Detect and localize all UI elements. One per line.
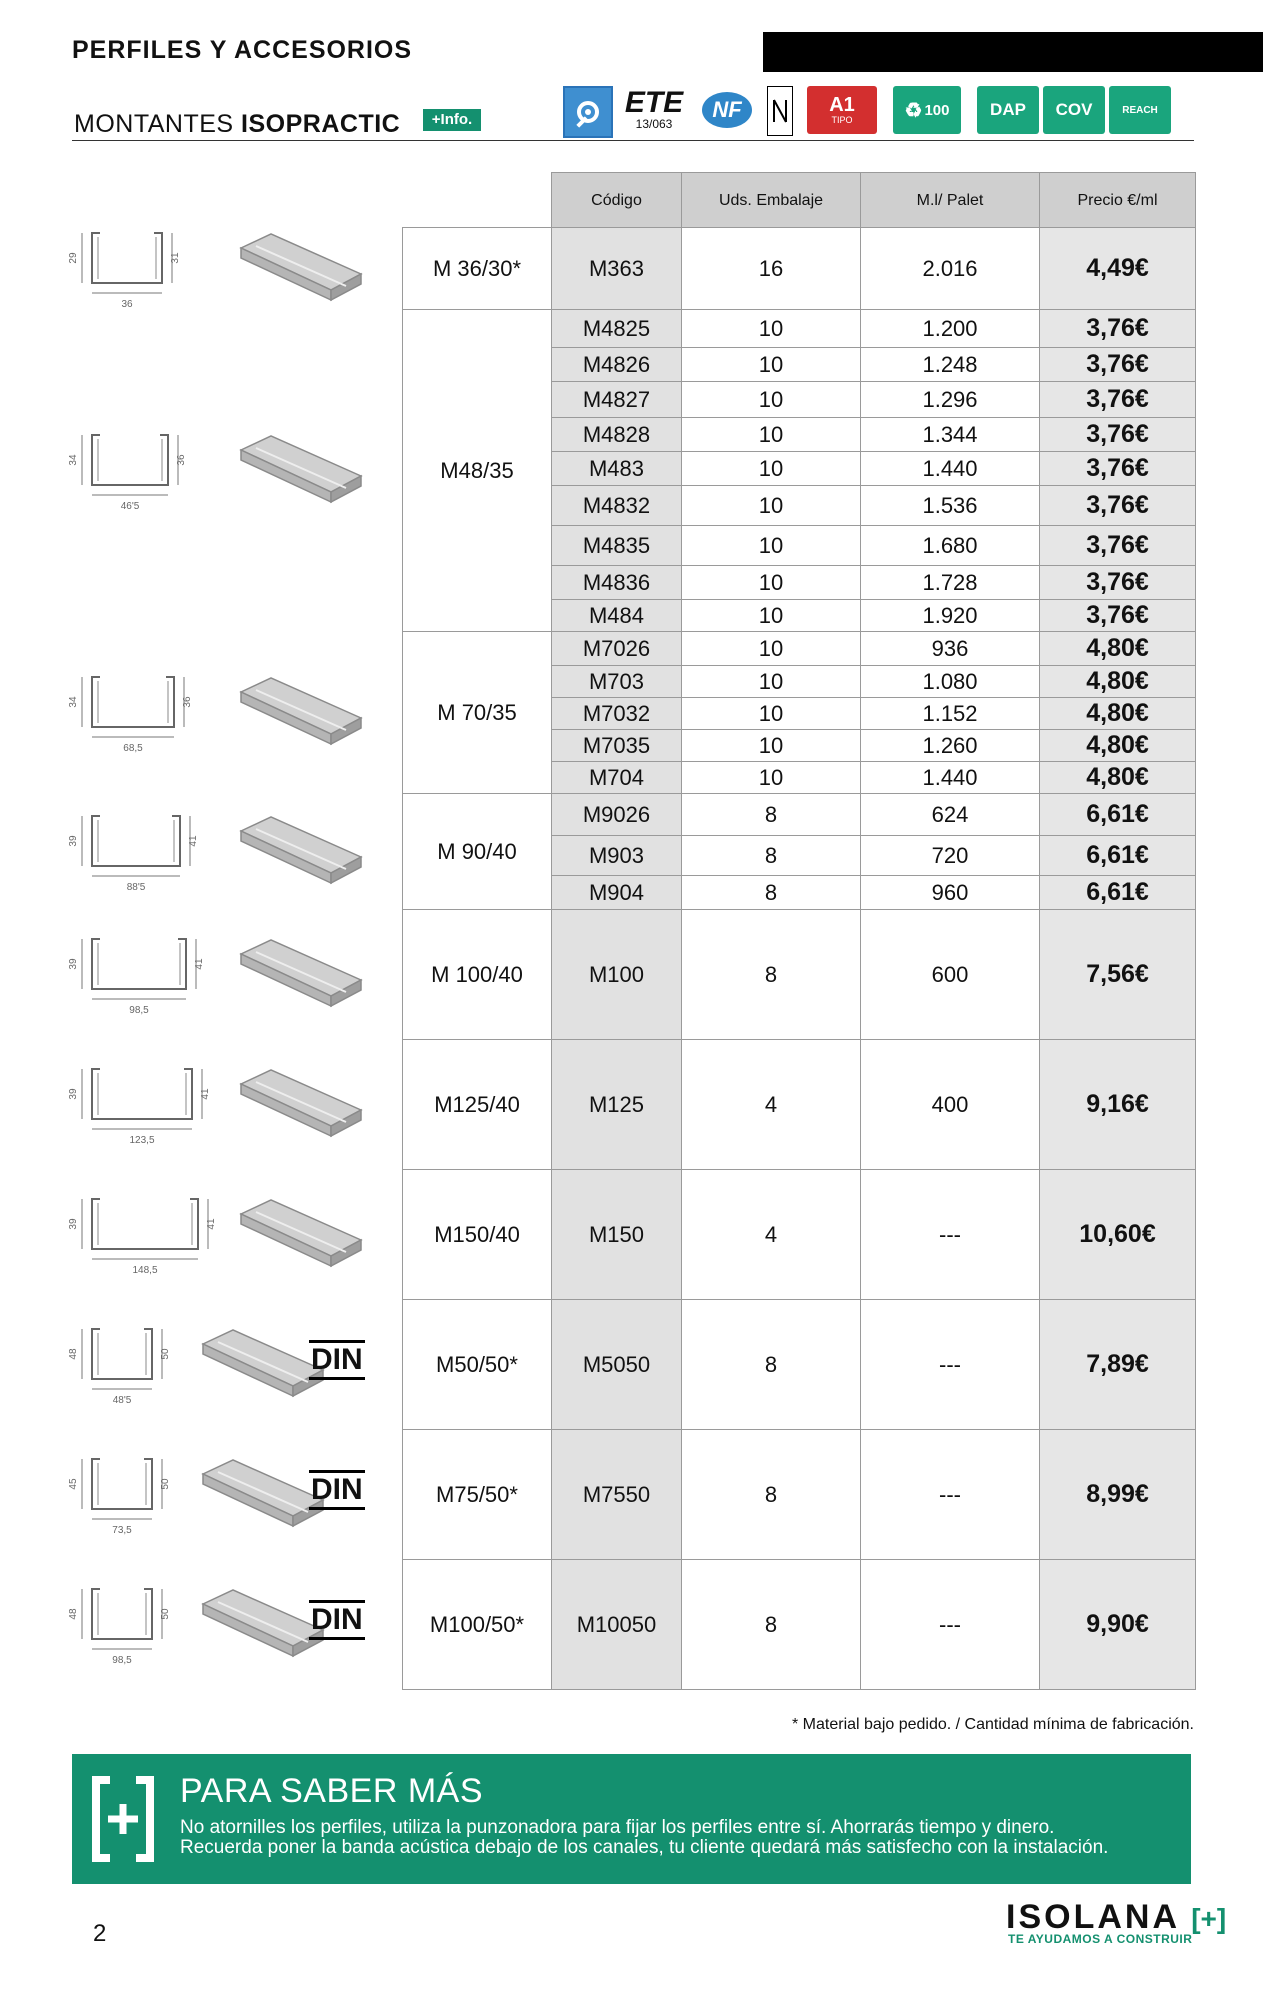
price-cell: 4,80€ [1040,632,1196,666]
table-row [403,1560,1196,1690]
uds-cell: 10 [682,452,861,486]
uds-cell: 10 [682,600,861,632]
profile-3d-drawing [236,670,366,750]
model-cell: M 100/40 [403,910,552,1040]
uds-cell: 8 [682,836,861,876]
dimension-label: 29 [68,252,79,264]
code-cell: M363 [552,228,682,310]
ml-palet-cell: 936 [861,632,1040,666]
nf-cert-logo [700,86,754,134]
price-cell: 7,56€ [1040,910,1196,1040]
dimension-label: 98,5 [112,1655,132,1666]
a1-label: A1 [829,94,855,116]
dimension-label: 39 [68,958,79,970]
profile-section-drawing [70,413,210,523]
price-table [402,172,1196,1690]
info-line-1: No atornilles los perfiles, utiliza la punzonadora para fijar los perfiles entre sí. Ahorrarás tiempo y dinero. [180,1817,1055,1838]
ete-label: ETE [624,86,684,119]
footnote: * Material bajo pedido. / Cantidad mínima de fabricación. [792,1716,1194,1733]
profile-3d-drawing [236,809,366,889]
code-cell: M904 [552,876,682,910]
dimension-label: 46'5 [120,501,140,512]
code-cell: M704 [552,762,682,794]
dimension-label: 98,5 [129,1005,149,1016]
dimension-label: 50 [160,1478,171,1490]
code-cell: M4825 [552,310,682,348]
table-row [403,1170,1196,1300]
ml-palet-cell: 2.016 [861,228,1040,310]
recycle-icon: ♻ [904,99,923,122]
code-cell: M7035 [552,730,682,762]
dimension-label: 45 [68,1478,79,1490]
profile-3d-drawing [236,1192,366,1272]
profile-section-drawing [70,1047,210,1157]
recycle-label: 100 [924,101,950,119]
price-cell: 8,99€ [1040,1430,1196,1560]
code-cell: M4836 [552,566,682,600]
model-cell: M 70/35 [403,632,552,794]
dap-cert-logo: DAP [977,86,1039,134]
ml-palet-cell: 600 [861,910,1040,1040]
model-cell: M125/40 [403,1040,552,1170]
uds-cell: 10 [682,762,861,794]
dimension-label: 48 [68,1608,79,1620]
ml-palet-cell: 1.200 [861,310,1040,348]
table-row [403,228,1196,310]
dimension-label: 48 [68,1348,79,1360]
profile-section-drawing [70,1307,210,1417]
reach-cert-logo: REACH [1109,86,1171,134]
model-cell: M48/35 [403,310,552,632]
code-cell: M4828 [552,418,682,452]
uds-cell: 10 [682,566,861,600]
subtitle-prefix: MONTANTES [74,110,242,138]
ml-palet-cell: 1.260 [861,730,1040,762]
ml-palet-cell: 1.440 [861,452,1040,486]
info-button[interactable]: +Info. [423,109,481,131]
model-cell: M100/50* [403,1560,552,1690]
ml-palet-cell: 1.296 [861,382,1040,418]
uds-cell: 10 [682,382,861,418]
profile-3d-drawing [236,226,366,306]
uds-cell: 4 [682,1040,861,1170]
profile-section-drawing [70,794,210,904]
ml-palet-cell: 1.536 [861,486,1040,526]
price-cell: 3,76€ [1040,348,1196,382]
price-cell: 6,61€ [1040,836,1196,876]
ml-palet-cell: 960 [861,876,1040,910]
uds-cell: 10 [682,632,861,666]
price-cell: 3,76€ [1040,310,1196,348]
code-cell: M903 [552,836,682,876]
profile-3d-drawing [236,1062,366,1142]
uds-cell: 8 [682,910,861,1040]
price-cell: 6,61€ [1040,794,1196,836]
price-cell: 4,49€ [1040,228,1196,310]
header-black-bar [763,32,1263,72]
code-cell: M4827 [552,382,682,418]
header-ml-palet: M.l/ Palet [861,173,1040,228]
price-cell: 10,60€ [1040,1170,1196,1300]
ml-palet-cell: 624 [861,794,1040,836]
din-badge: DIN [309,1340,365,1380]
dimension-label: 148,5 [132,1265,158,1276]
info-box [72,1754,1191,1884]
din-badge: DIN [309,1600,365,1640]
uds-cell: 10 [682,666,861,698]
uds-cell: 10 [682,310,861,348]
dimension-label: 36 [182,696,193,708]
code-cell: M4826 [552,348,682,382]
price-cell: 3,76€ [1040,526,1196,566]
dimension-label: 41 [188,835,199,847]
price-cell: 4,80€ [1040,698,1196,730]
uds-cell: 10 [682,348,861,382]
profile-section-drawing [70,1437,210,1547]
table-row [403,1040,1196,1170]
uds-cell: 8 [682,1560,861,1690]
price-cell: 9,16€ [1040,1040,1196,1170]
dimension-label: 48'5 [112,1395,132,1406]
brand-name: ISOLANA [1006,1898,1179,1936]
ml-palet-cell: 1.080 [861,666,1040,698]
code-cell: M4832 [552,486,682,526]
dimension-label: 41 [206,1218,217,1230]
dimension-label: 34 [68,696,79,708]
profile-3d-drawing [236,932,366,1012]
ete-number: 13/063 [635,117,673,131]
brand-tagline: TE AYUDAMOS A CONSTRUIR [1008,1932,1193,1946]
code-cell: M10050 [552,1560,682,1690]
uds-cell: 10 [682,486,861,526]
header-blank-cell [403,173,552,228]
model-cell: M 36/30* [403,228,552,310]
ml-palet-cell: 1.728 [861,566,1040,600]
code-cell: M483 [552,452,682,486]
ml-palet-cell: 1.152 [861,698,1040,730]
header-uds-embalaje: Uds. Embalaje [682,173,861,228]
page-number: 2 [93,1920,107,1947]
code-cell: M4835 [552,526,682,566]
dimension-label: 88'5 [126,882,146,893]
price-cell: 3,76€ [1040,452,1196,486]
page-subtitle [74,110,400,139]
profile-section-drawing [70,211,210,321]
ete-cert-logo [624,86,684,134]
dimension-label: 39 [68,1088,79,1100]
header-precio: Precio €/ml [1040,173,1196,228]
profile-3d-drawing [236,428,366,508]
aenor-cert-icon [767,86,793,136]
ml-palet-cell: --- [861,1300,1040,1430]
info-heading: PARA SABER MÁS [180,1772,484,1810]
model-cell: M 90/40 [403,794,552,910]
dimension-label: 36 [121,299,133,310]
table-row [403,794,1196,836]
uds-cell: 4 [682,1170,861,1300]
dimension-label: 123,5 [129,1135,155,1146]
ml-palet-cell: 400 [861,1040,1040,1170]
profile-section-drawing [68,1177,217,1287]
ml-palet-cell: --- [861,1560,1040,1690]
price-cell: 9,90€ [1040,1560,1196,1690]
price-cell: 3,76€ [1040,418,1196,452]
ml-palet-cell: 720 [861,836,1040,876]
code-cell: M7550 [552,1430,682,1560]
title-divider [72,140,1194,141]
code-cell: M7026 [552,632,682,666]
price-cell: 4,80€ [1040,730,1196,762]
a1-fire-cert-logo [807,86,877,134]
subtitle-bold: ISOPRACTIC [241,110,401,138]
dimension-label: 73,5 [112,1525,132,1536]
code-cell: M150 [552,1170,682,1300]
cov-cert-logo: COV [1043,86,1105,134]
uds-cell: 10 [682,698,861,730]
brand-mark: [+] [1191,1903,1227,1934]
model-cell: M150/40 [403,1170,552,1300]
price-cell: 7,89€ [1040,1300,1196,1430]
din-badge: DIN [309,1470,365,1510]
price-cell: 3,76€ [1040,600,1196,632]
ml-palet-cell: --- [861,1430,1040,1560]
dimension-label: 41 [194,958,205,970]
ml-palet-cell: 1.344 [861,418,1040,452]
table-row [403,632,1196,666]
code-cell: M9026 [552,794,682,836]
dimension-label: 39 [68,835,79,847]
uds-cell: 10 [682,526,861,566]
uds-cell: 8 [682,1300,861,1430]
uds-cell: 10 [682,730,861,762]
profile-section-drawing [70,655,210,765]
uds-cell: 16 [682,228,861,310]
dimension-label: 31 [170,252,181,264]
ml-palet-cell: 1.920 [861,600,1040,632]
tools-cert-icon [563,86,613,138]
header-codigo: Código [552,173,682,228]
table-row [403,310,1196,348]
uds-cell: 8 [682,794,861,836]
code-cell: M7032 [552,698,682,730]
table-row [403,1300,1196,1430]
price-cell: 4,80€ [1040,762,1196,794]
table-row [403,1430,1196,1560]
recycle-cert-logo [893,86,961,134]
price-cell: 4,80€ [1040,666,1196,698]
profile-section-drawing [70,917,210,1027]
section-title: PERFILES Y ACCESORIOS [72,36,413,64]
uds-cell: 8 [682,876,861,910]
dimension-label: 50 [160,1608,171,1620]
price-cell: 3,76€ [1040,566,1196,600]
profile-section-drawing [70,1567,210,1677]
price-cell: 3,76€ [1040,382,1196,418]
ml-palet-cell: --- [861,1170,1040,1300]
code-cell: M5050 [552,1300,682,1430]
dimension-label: 39 [68,1218,79,1230]
dimension-label: 34 [68,454,79,466]
dimension-label: 36 [176,454,187,466]
a1-sublabel: TIPO [831,115,853,125]
dimension-label: 41 [200,1088,211,1100]
price-cell: 6,61€ [1040,876,1196,910]
dimension-label: 50 [160,1348,171,1360]
dimension-label: 68,5 [123,743,143,754]
uds-cell: 8 [682,1430,861,1560]
ml-palet-cell: 1.440 [861,762,1040,794]
plus-bracket-icon [92,1776,154,1862]
table-row [403,910,1196,1040]
ml-palet-cell: 1.248 [861,348,1040,382]
nf-label: NF [702,92,752,128]
ml-palet-cell: 1.680 [861,526,1040,566]
model-cell: M75/50* [403,1430,552,1560]
info-line-2: Recuerda poner la banda acústica debajo de los canales, tu cliente quedará más satisfecho con la instalación. [180,1837,1109,1858]
price-cell: 3,76€ [1040,486,1196,526]
code-cell: M125 [552,1040,682,1170]
model-cell: M50/50* [403,1300,552,1430]
code-cell: M703 [552,666,682,698]
code-cell: M100 [552,910,682,1040]
uds-cell: 10 [682,418,861,452]
code-cell: M484 [552,600,682,632]
table-header-row [403,173,1196,228]
